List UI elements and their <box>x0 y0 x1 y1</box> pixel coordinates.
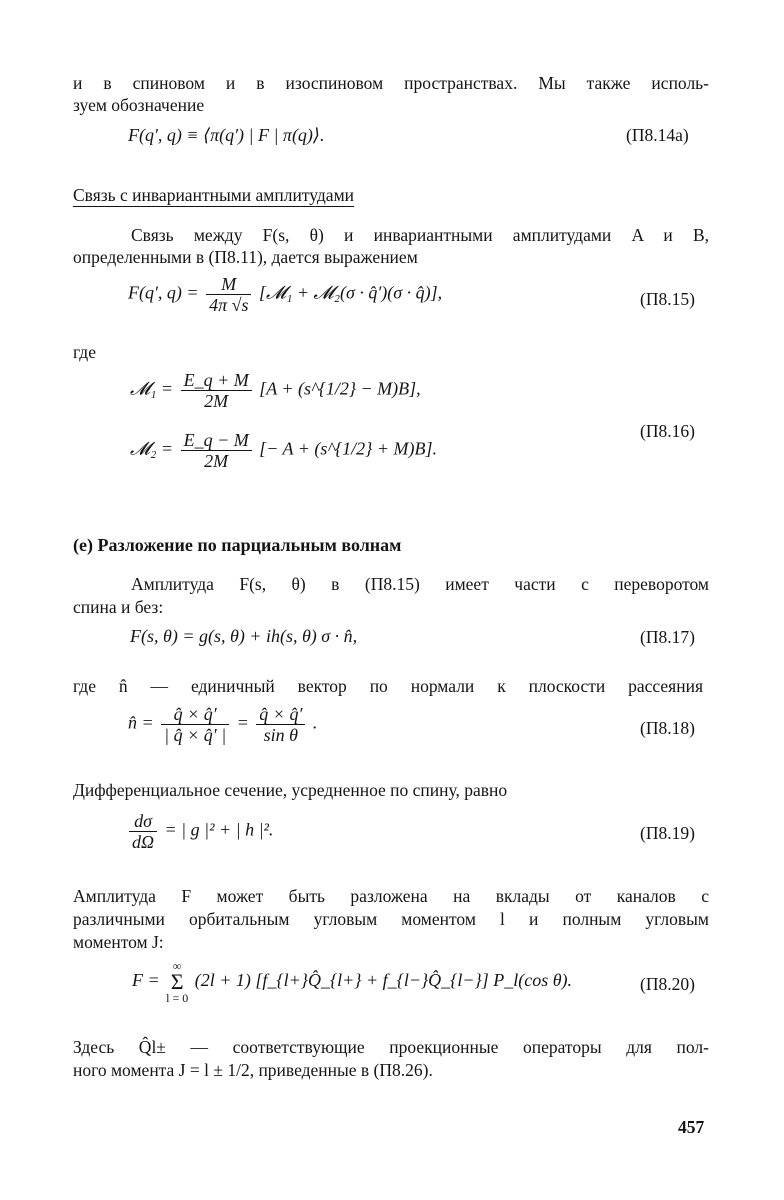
equation-p8-14a: F(q′, q) ≡ ⟨π(q′) | F | π(q)⟩. <box>128 125 325 145</box>
paragraph-line: спина и без: <box>73 597 164 617</box>
equation-p8-20: F = ∞ Σ l = 0 (2l + 1) [f_{l+}Q̂_{l+} + f_{l−}Q̂_{l−}] P_l(cos θ). <box>132 959 573 1005</box>
page-number: 457 <box>678 1117 705 1137</box>
paragraph-line: Амплитуда F(s, θ) в (П8.15) имеет части с переворотом <box>131 574 709 594</box>
paragraph-line: где <box>73 342 96 362</box>
equation-number: (П8.14а) <box>626 125 689 145</box>
paragraph-line: Амплитуда F может быть разложена на вклады от каналов с <box>73 886 709 906</box>
section-title: Связь с инвариантными амплитудами <box>73 185 355 205</box>
paragraph-line: определенными в (П8.11), дается выражением <box>73 247 418 267</box>
paragraph-line: зуем обозначение <box>73 95 205 115</box>
paragraph-line: Дифференциальное сечение, усредненное по спину, равно <box>73 780 508 800</box>
paragraph-line: и в спиновом и в изоспиновом пространствах. Мы также исполь- <box>73 73 709 93</box>
fraction: $\frac{E\_q + M}{2M}$ <box>181 370 252 411</box>
fraction: $\frac{q̂ \times q̂'}{\text{sin θ}}$ <box>256 704 305 745</box>
equation-number: (П8.16) <box>640 421 695 441</box>
equation-p8-16a: 𝓜₁ = $\frac{E\_q + M}{2M}$ [A + (s^{1/2} − M)B], <box>130 370 421 411</box>
paragraph-line: где n̂ — единичный вектор по нормали к плоскости рассеяния <box>73 676 703 696</box>
fraction: $\frac{d\sigma}{d\Omega}$ <box>129 811 157 852</box>
paragraph-line: Здесь Q̂l± — соответствующие проекционные операторы для пол- <box>73 1037 709 1057</box>
paragraph-line: ного момента J = l ± 1/2, приведенные в (П8.26). <box>73 1060 433 1080</box>
equation-p8-15: F(q′, q) = $\frac{M}{4\pi √s}$ [𝓜₁ + 𝓜₂(σ · q̂′)(σ · q̂)], <box>128 274 443 315</box>
paragraph-line: различными орбитальным угловым моментом l и полным угловым <box>73 909 709 929</box>
summation: ∞ Σ l = 0 <box>166 959 189 1005</box>
equation-number: (П8.15) <box>640 289 695 309</box>
paragraph-line: Связь между F(s, θ) и инвариантными амплитудами A и B, <box>131 225 709 245</box>
equation-p8-16b: 𝓜₂ = $\frac{E\_q - M}{2M}$ [− A + (s^{1/2} + M)B]. <box>130 430 437 471</box>
fraction: $\frac{M}{4\pi √s}$ <box>206 274 251 315</box>
equation-number: (П8.19) <box>640 823 695 843</box>
fraction: $\frac{q̂ \times q̂'}{| q̂ \times q̂' |}$ <box>161 704 229 745</box>
equation-number: (П8.20) <box>640 974 695 994</box>
equation-p8-19: $\frac{d\sigma}{d\Omega}$ = | g |² + | h |². <box>126 811 273 852</box>
equation-number: (П8.17) <box>640 627 695 647</box>
subsection-title: (e) Разложение по парциальным волнам <box>73 535 402 555</box>
paragraph-line: моментом J: <box>73 932 164 952</box>
equation-number: (П8.18) <box>640 718 695 738</box>
fraction: $\frac{E\_q - M}{2M}$ <box>181 430 252 471</box>
equation-p8-18: n̂ = $\frac{q̂ \times q̂'}{| q̂ \times q̂' |}$ = $\frac{q̂ \times q̂'}{\text{sin θ}}$ . <box>128 704 318 745</box>
equation-p8-17: F(s, θ) = g(s, θ) + ih(s, θ) σ · n̂, <box>130 626 358 646</box>
